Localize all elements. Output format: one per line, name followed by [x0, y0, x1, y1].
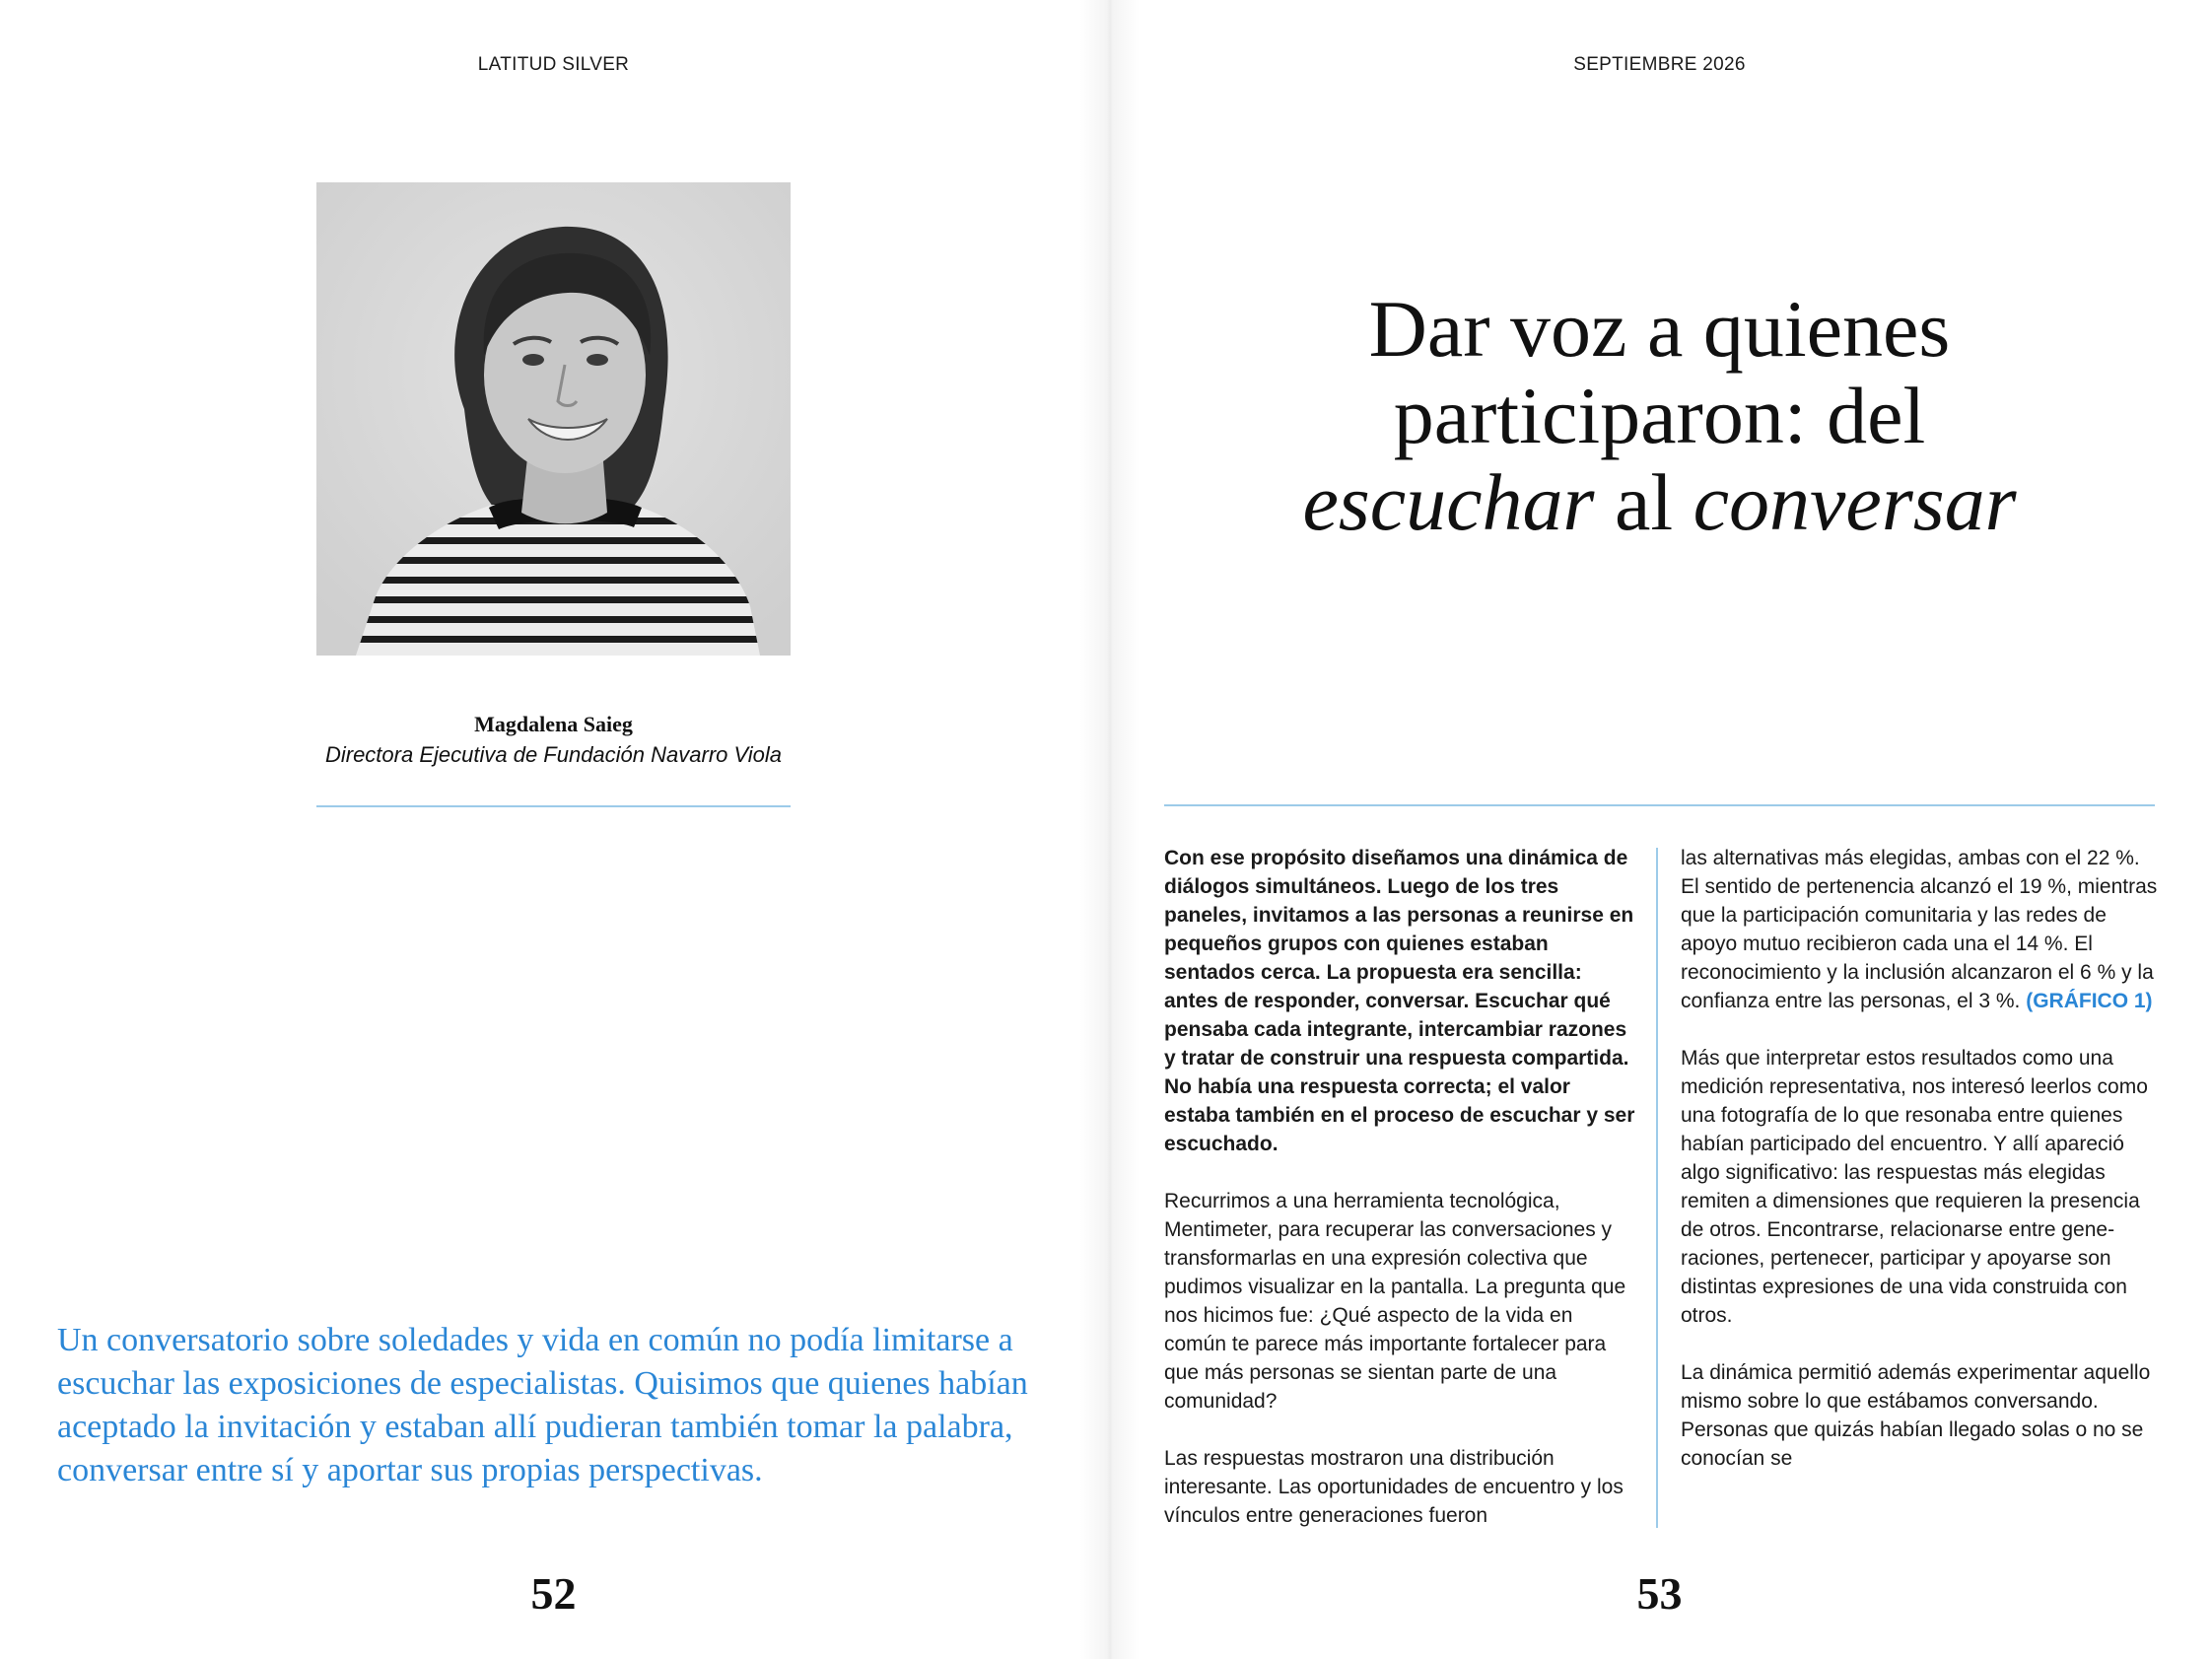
body-column-2: [1681, 844, 2158, 1501]
pull-quote: Un conversatorio sobre soledades y vida en común no podía limitarse a escuchar las exposiciones de especialistas. Quisimos que quienes habían aceptado la invitación y estaban allí pudieran también tomar la palabra, conversar entre sí y aportar sus propias perspectivas.: [57, 1322, 1028, 1488]
caption-role: Directora Ejecutiva de Fundación Navarro Viola: [324, 742, 783, 767]
caption-divider: [316, 805, 791, 807]
page-number-left: 52: [530, 1568, 577, 1619]
article-headline: [1107, 286, 2212, 546]
lead-paragraph: Con ese propósito diseñamos una dinámica de diálogos simultáneos. Luego de los tres paneles, invitamos a las personas a reunirse en pequeños grupos con quienes estaban sentados cerca. La propuesta era sencilla: antes de responder, conversar. Escuchar qué pensaba cada integrante, intercambiar razones y tratar de construir una respuesta compartida. No había una respuesta correcta; el valor estaba también en el proceso de escuchar y ser escuchado.: [1164, 847, 1635, 1155]
headline-word-conversar: conversar: [1693, 457, 2017, 547]
body-paragraph: Las respuestas mostraron una distribución interesante. Las oportunidades de encuentro y los vínculos entre generaciones fueron: [1164, 1447, 1624, 1527]
headline-line-2: participaron: del: [1393, 371, 1926, 460]
headline-word-escuchar: escuchar: [1302, 457, 1595, 547]
caption-name: Magdalena Saieg: [474, 712, 633, 736]
page-number-right: 53: [1636, 1568, 1683, 1619]
headline-divider: [1164, 804, 2155, 806]
body-paragraph: [1681, 844, 2158, 1015]
running-head-left: LATITUD SILVER: [477, 54, 630, 75]
body-paragraph: Recurrimos a una herramienta tecnológica, Mentimeter, para recuperar las conversaciones y transformarlas en una expresión colectiva que pudimos visualizar en la pantalla. La pregunta que nos hicimos fue: ¿Qué aspecto de la vida en común te parece más importante fortalecer para que más personas se sientan parte de una comunidad?: [1164, 1190, 1626, 1413]
headline-line-1: Dar voz a quienes: [1368, 284, 1951, 374]
spine-gutter: [1080, 0, 1140, 1659]
body-paragraph: La dinámica permitió además experimentar aquello mismo sobre lo que estábamos conversando. Personas que quizás habían llegado solas o no se conocían se: [1681, 1361, 2151, 1470]
running-head-right: SEPTIEMBRE 2026: [1573, 54, 1746, 75]
portrait-photo: [316, 182, 791, 656]
chart-reference-link[interactable]: (GRÁFICO 1): [2026, 990, 2153, 1012]
headline-word-al: al: [1594, 457, 1694, 547]
body-paragraph: Más que interpretar estos resultados como una medición representativa, nos interesó leerlos como una fotografía de lo que resonaba entre quienes habían participado del encuentro. Y allí apareció algo significativo: las respuestas más elegidas remiten a dimensiones que requieren la presencia de otros. Encontrarse, relacionarse entre generaciones, pertenecer, participar y apoyarse son distintas expresiones de una vida construida con otros.: [1681, 1047, 2148, 1327]
portrait-photo-icon: [316, 182, 791, 656]
body-text: las alternativas más elegidas, ambas con el 22 %. El sentido de pertenencia alcanzó el 19 %, mientras que la participación comunitaria y las redes de apoyo mutuo recibieron cada una el 14 %. El reconocimiento y la inclusión alcanzaron el 6 % y la confianza entre las personas, el 3 %.: [1681, 847, 2158, 1012]
body-column-1: [1164, 844, 1635, 1558]
column-divider: [1656, 848, 1658, 1528]
right-page: [1107, 0, 2212, 1659]
